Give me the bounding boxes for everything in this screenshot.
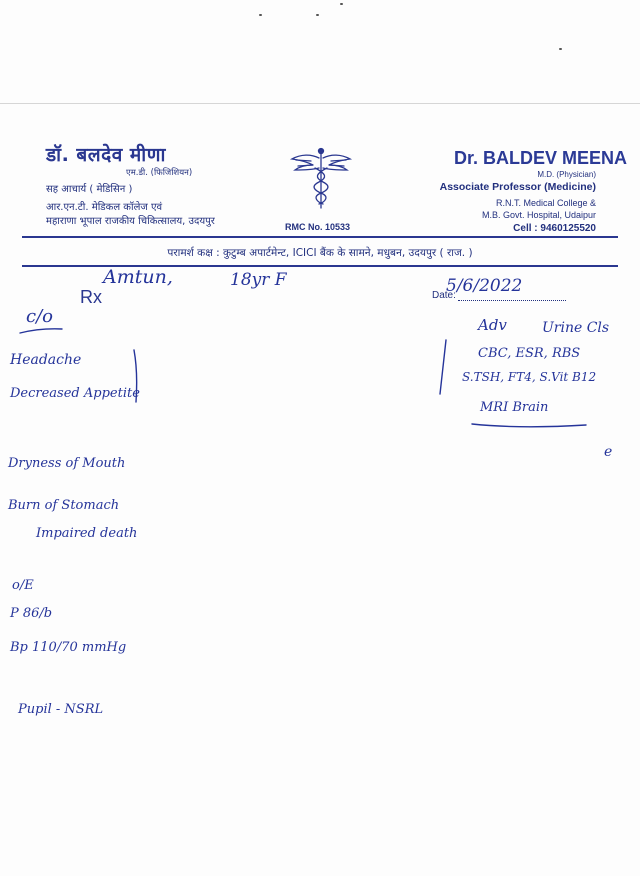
visit-date: 5/6/2022 [446, 276, 523, 296]
designation-english: Associate Professor (Medicine) [439, 181, 596, 193]
date-label: Date: [432, 290, 456, 301]
degree-hindi: एम.डी. (फिजिशियन) [126, 168, 193, 178]
header-rule-top [22, 236, 618, 238]
complaint-item: Decreased Appetite [10, 386, 140, 401]
ink-speck [340, 3, 343, 5]
date-dotted-line [458, 300, 566, 301]
complaint-item: Headache [10, 352, 82, 368]
college-hindi: आर.एन.टी. मेडिकल कॉलेज एवं [46, 202, 163, 213]
hospital-english: M.B. Govt. Hospital, Udaipur [481, 210, 596, 220]
paper-fold-line [0, 103, 640, 104]
patient-name: Amtun, [103, 266, 173, 288]
complaint-item: Burn of Stomach [8, 498, 120, 513]
complaint-bracket [128, 348, 150, 404]
complaints-heading-underline [18, 326, 64, 336]
college-english: R.N.T. Medical College & [495, 198, 596, 208]
advice-underline [470, 418, 590, 432]
advice-item: S.TSH, FT4, S.Vit B12 [462, 370, 597, 384]
cell-number: Cell : 9460125520 [513, 223, 596, 234]
patient-age-sex: 18yr F [230, 270, 287, 290]
exam-item: P 86/b [10, 606, 53, 621]
advice-margin-line [436, 338, 450, 398]
exam-item: Bp 110/70 mmHg [10, 640, 127, 655]
exam-item: Pupil - NSRL [18, 702, 104, 717]
designation-hindi: सह आचार्य ( मेडिसिन ) [46, 184, 133, 195]
consultation-address: परामर्श कक्ष : कुटुम्ब अपार्टमेन्ट, ICICI बैंक के सामने, मधुबन, उदयपुर ( राज. ) [167, 247, 473, 259]
degree-english: M.D. (Physician) [537, 170, 596, 179]
exam-item: o/E [12, 578, 34, 593]
stray-ink-mark: e [604, 444, 613, 460]
advice-item: CBC, ESR, RBS [478, 346, 581, 361]
ink-speck [559, 48, 562, 50]
ink-speck [316, 14, 319, 16]
caduceus-icon [289, 146, 353, 212]
complaint-item: Impaired death [36, 526, 138, 541]
rx-symbol: Rx [80, 287, 102, 307]
rmc-number: RMC No. 10533 [285, 222, 351, 232]
doctor-name-hindi: डॉ. बलदेव मीणा [46, 144, 166, 166]
complaint-item: Dryness of Mouth [8, 456, 126, 471]
advice-item: MRI Brain [480, 400, 549, 415]
doctor-name-english: Dr. BALDEV MEENA [454, 148, 628, 168]
ink-speck [259, 14, 262, 16]
hospital-hindi: महाराणा भूपाल राजकीय चिकित्सालय, उदयपुर [46, 216, 215, 227]
advice-heading: Adv [478, 316, 507, 334]
advice-item: Urine Cls [542, 320, 610, 336]
complaints-heading: c/o [26, 306, 53, 327]
